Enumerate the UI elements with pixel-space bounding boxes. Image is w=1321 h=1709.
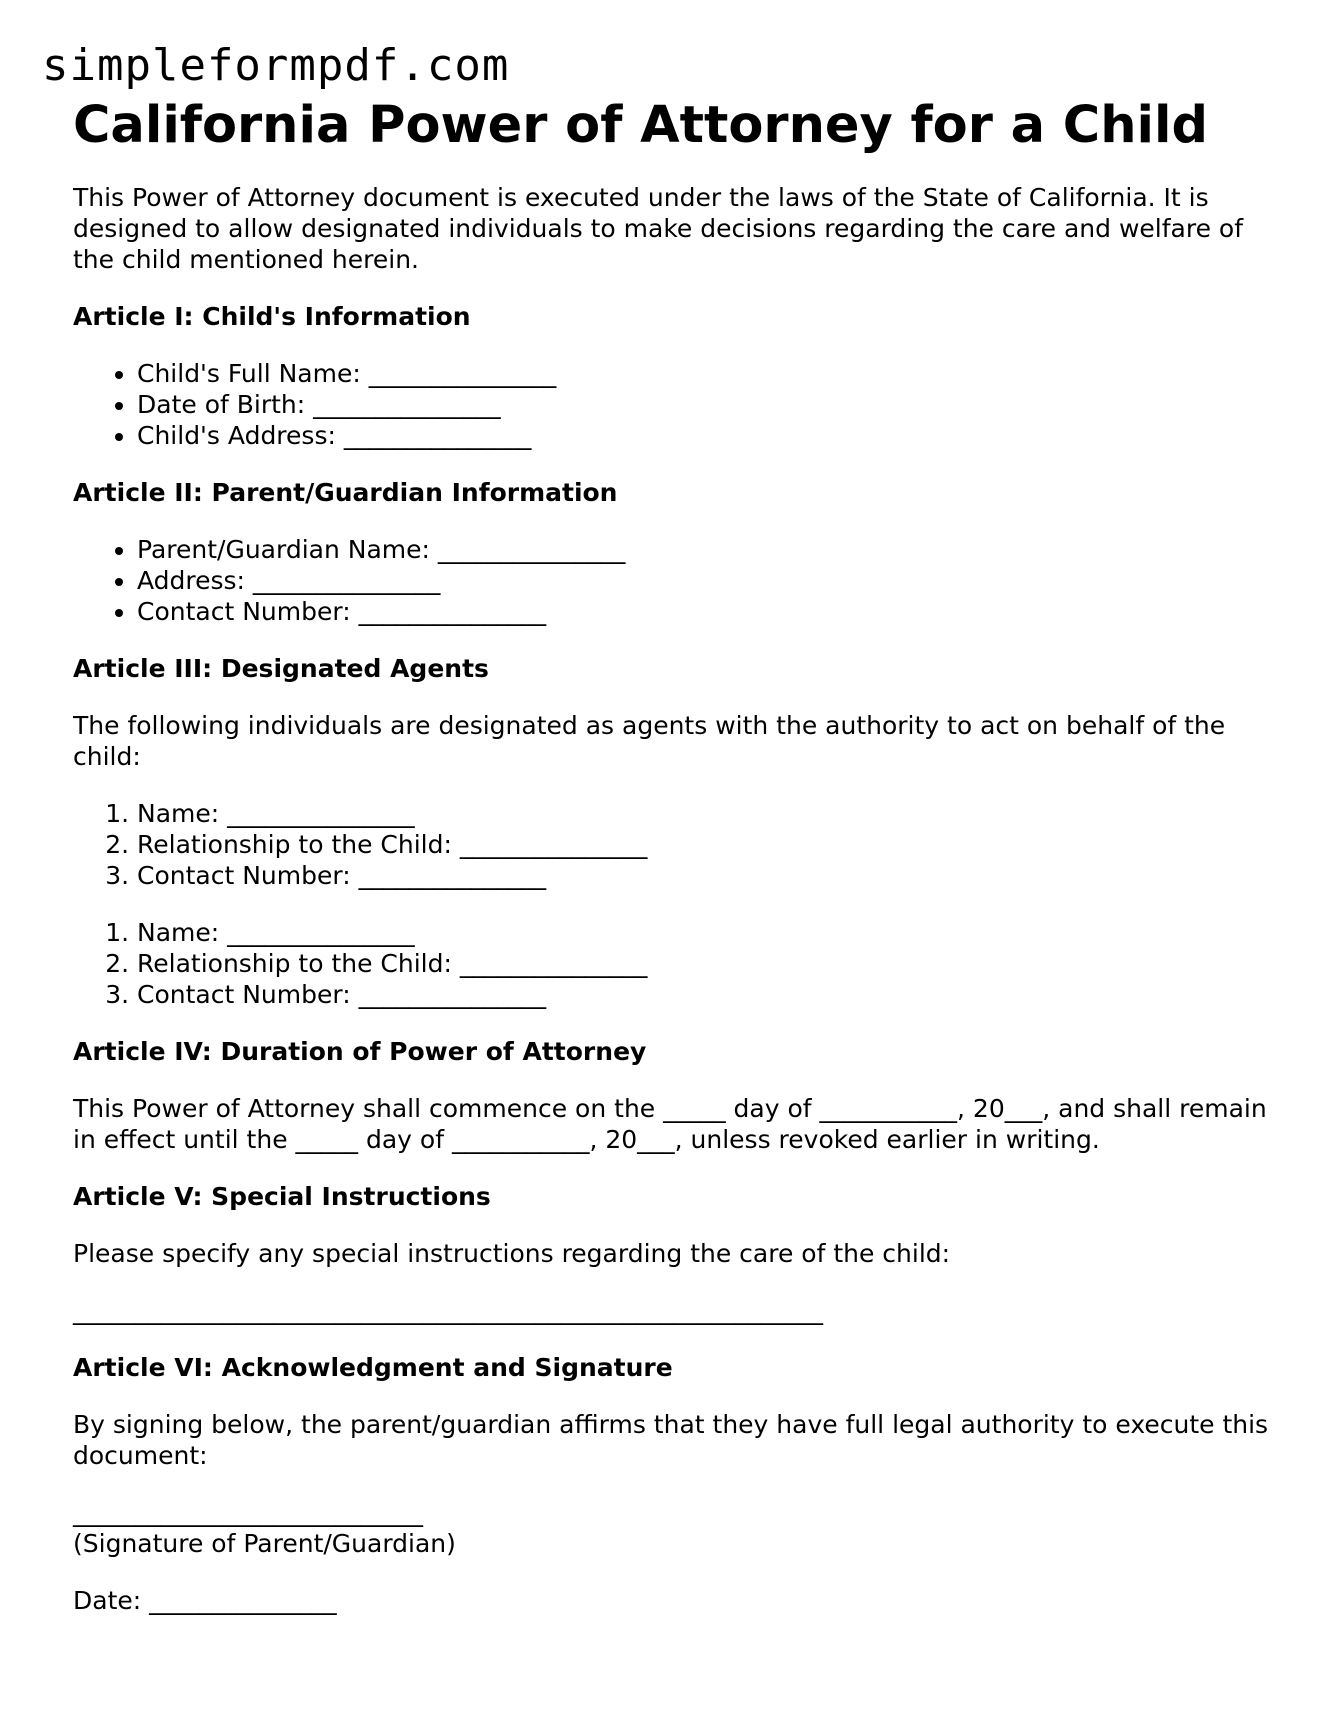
document-page	[73, 92, 1273, 1616]
agent2-list	[73, 917, 1273, 1010]
agent2-contact-field: 3. Contact Number: _______________	[137, 979, 1273, 1010]
article2-heading: Article II: Parent/Guardian Information	[73, 478, 618, 507]
acknowledgment-paragraph: By signing below, the parent/guardian affirms that they have full legal authority to execute this document:	[73, 1410, 1269, 1470]
date-field: Date: _______________	[73, 1586, 337, 1615]
document-title: California Power of Attorney for a Child	[73, 96, 1208, 155]
watermark: simpleformpdf.com	[42, 40, 510, 91]
child-full-name-field: • Child's Full Name: _______________	[137, 358, 1273, 389]
signature-line: ____________________________	[73, 1498, 423, 1527]
child-info-list	[73, 358, 1273, 451]
signature-label: (Signature of Parent/Guardian)	[73, 1529, 456, 1558]
parent-info-list	[73, 534, 1273, 627]
parent-contact-field: • Contact Number: _______________	[137, 596, 1273, 627]
agents-intro: The following individuals are designated as agents with the authority to act on behalf of the child:	[73, 711, 1226, 771]
child-address-field: • Child's Address: _______________	[137, 420, 1273, 451]
article3-heading: Article III: Designated Agents	[73, 654, 489, 683]
agent2-name-field: 1. Name: _______________	[137, 917, 1273, 948]
agent1-relationship-field: 2. Relationship to the Child: _______________	[137, 829, 1273, 860]
duration-paragraph: This Power of Attorney shall commence on the _____ day of ___________, 20___, and shall remain in effect until the _____ day of ___________, 20___, unless revoked earlier in writing.	[73, 1094, 1267, 1154]
agent1-list	[73, 798, 1273, 891]
date-of-birth-field: • Date of Birth: _______________	[137, 389, 1273, 420]
agent1-name-field: 1. Name: _______________	[137, 798, 1273, 829]
parent-name-field: • Parent/Guardian Name: _______________	[137, 534, 1273, 565]
special-instructions-prompt: Please specify any special instructions regarding the care of the child:	[73, 1239, 951, 1268]
parent-address-field: • Address: _______________	[137, 565, 1273, 596]
special-instructions-line: ____________________________________________________________	[73, 1296, 823, 1325]
intro-paragraph: This Power of Attorney document is executed under the laws of the State of California. It is designed to allow designated individuals to make decisions regarding the care and welfare of the child mentioned herein.	[73, 183, 1244, 274]
article5-heading: Article V: Special Instructions	[73, 1182, 491, 1211]
agent2-relationship-field: 2. Relationship to the Child: _______________	[137, 948, 1273, 979]
agent1-contact-field: 3. Contact Number: _______________	[137, 860, 1273, 891]
article6-heading: Article VI: Acknowledgment and Signature	[73, 1353, 673, 1382]
article1-heading: Article I: Child's Information	[73, 302, 471, 331]
article4-heading: Article IV: Duration of Power of Attorney	[73, 1037, 647, 1066]
